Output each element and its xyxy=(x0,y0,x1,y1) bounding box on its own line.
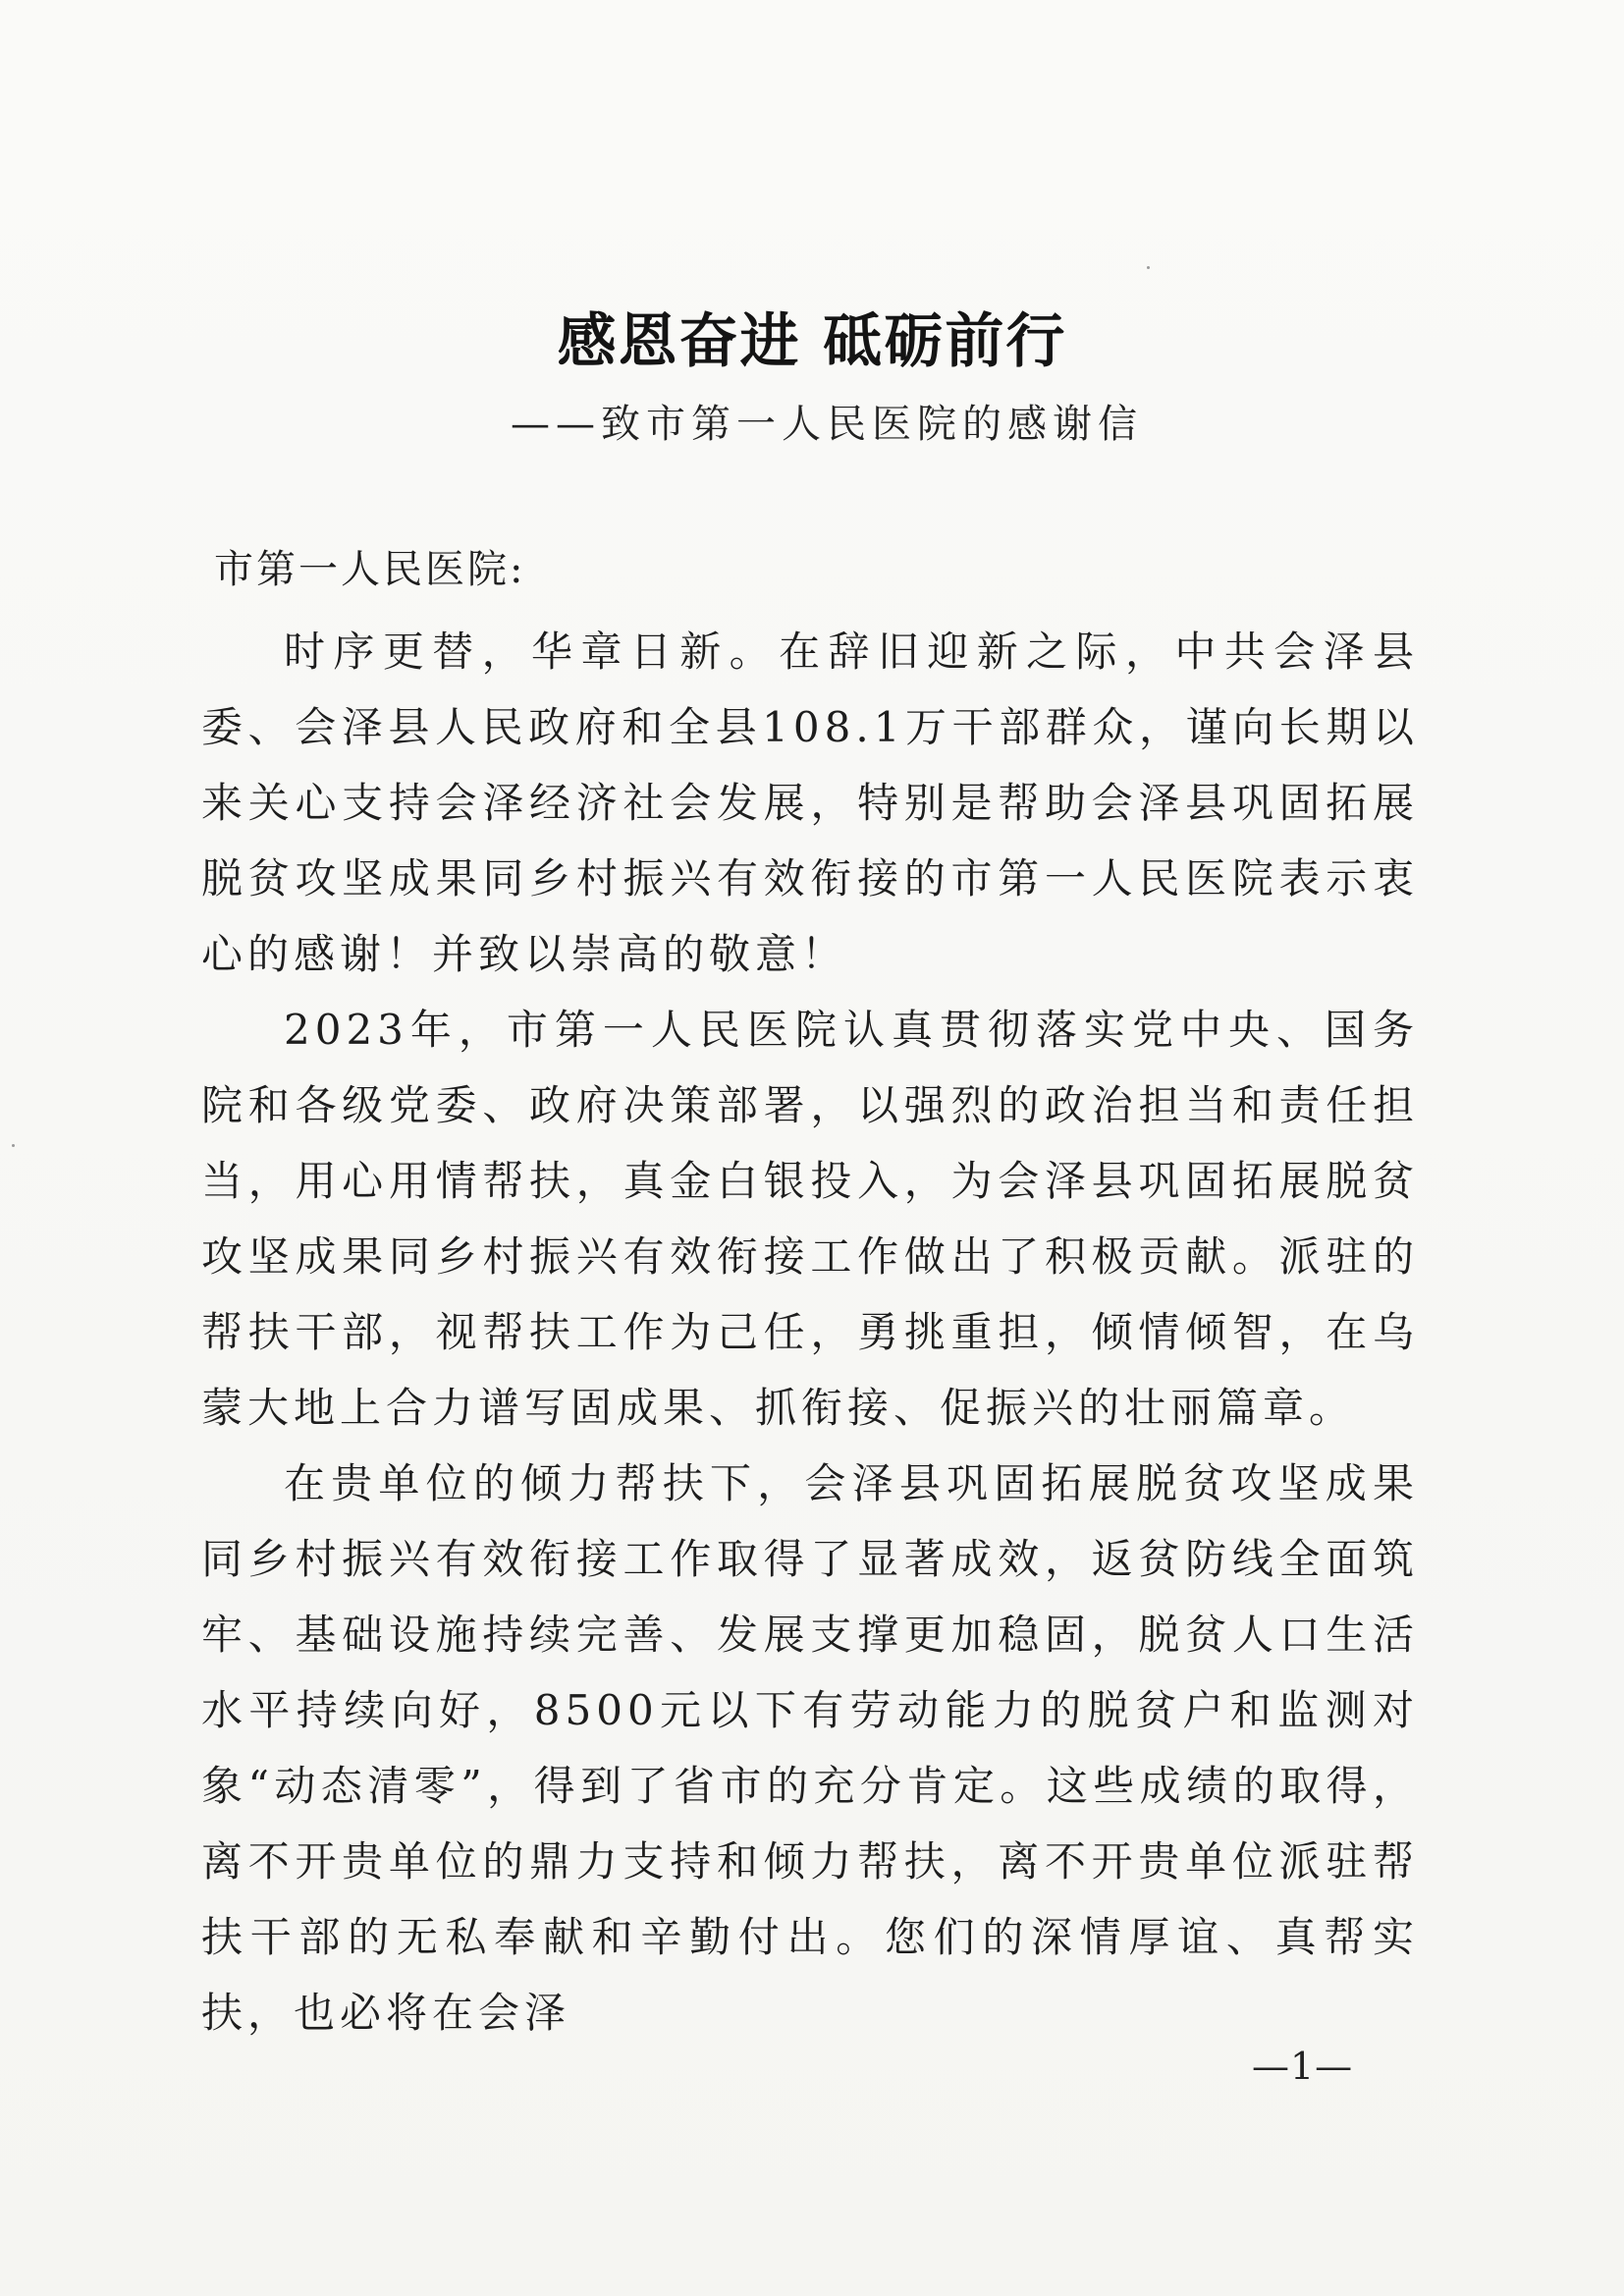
scan-speck xyxy=(1147,266,1150,269)
scan-speck xyxy=(12,1144,15,1147)
paragraph: 时序更替，华章日新。在辞旧迎新之际，中共会泽县委、会泽县人民政府和全县108.1万干部群众，谨向长期以来关心支持会泽经济社会发展，特别是帮助会泽县巩固拓展脱贫攻坚成果同乡村振兴有效衔接的市第一人民医院表示衷心的感谢！并致以崇高的敬意！ xyxy=(201,628,1419,978)
salutation: 市第一人民医院: xyxy=(214,547,526,592)
letter-body xyxy=(201,614,1419,2050)
letter-title: 感恩奋进 砥砺前行 xyxy=(557,307,1067,376)
letter-subtitle: ——致市第一人民医院的感谢信 xyxy=(511,402,1143,447)
paragraph: 2023年，市第一人民医院认真贯彻落实党中央、国务院和各级党委、政府决策部署，以强烈的政治担当和责任担当，用心用情帮扶，真金白银投入，为会泽县巩固拓展脱贫攻坚成果同乡村振兴有效衔接工作做出了积极贡献。派驻的帮扶干部，视帮扶工作为己任，勇挑重担，倾情倾智，在乌蒙大地上合力谱写固成果、抓衔接、促振兴的壮丽篇章。 xyxy=(201,1006,1419,1432)
paragraph: 在贵单位的倾力帮扶下，会泽县巩固拓展脱贫攻坚成果同乡村振兴有效衔接工作取得了显著成效，返贫防线全面筑牢、基础设施持续完善、发展支撑更加稳固，脱贫人口生活水平持续向好，8500元以下有劳动能力的脱贫户和监测对象“动态清零”，得到了省市的充分肯定。这些成绩的取得，离不开贵单位的鼎力支持和倾力帮扶，离不开贵单位派驻帮扶干部的无私奉献和辛勤付出。您们的深情厚谊、真帮实扶，也必将在会泽 xyxy=(201,1459,1419,2037)
page-number: —1— xyxy=(1252,2045,1354,2088)
